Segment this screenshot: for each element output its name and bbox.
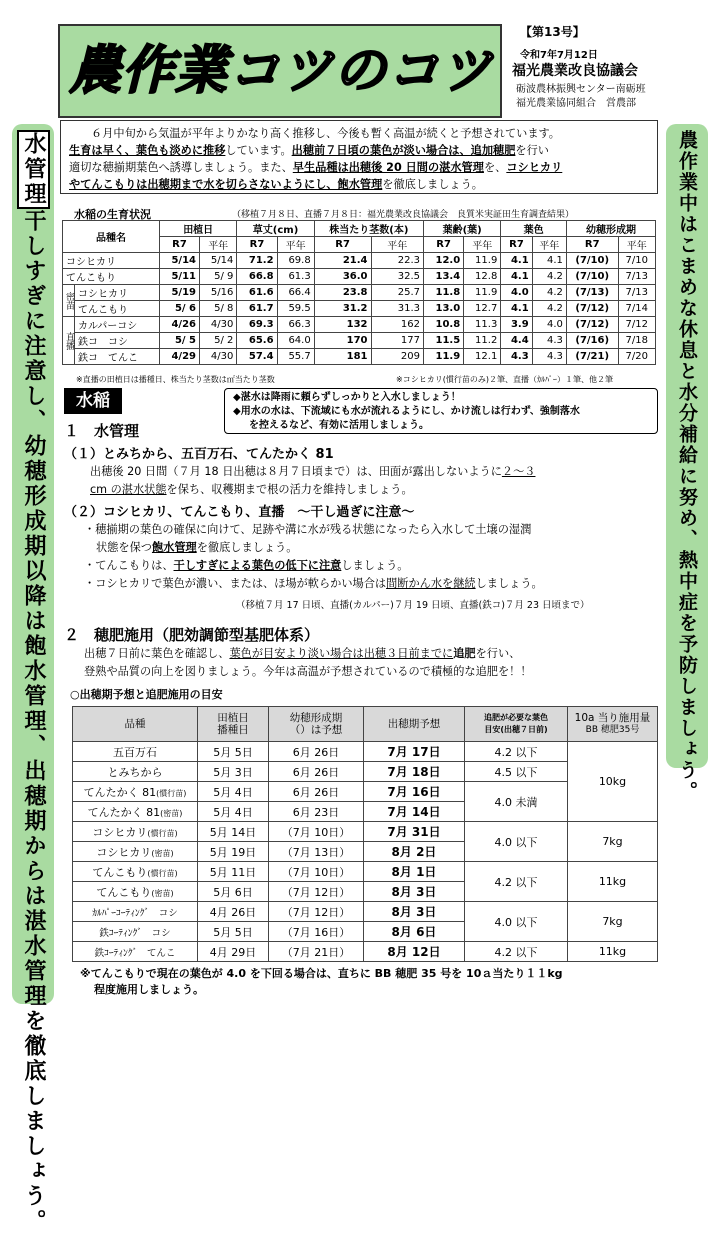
growth-cell-pn: (7/16) [566, 333, 618, 349]
sched-variety: てんこもり(慣行苗) [73, 862, 198, 882]
col-planting: 田植日 [160, 221, 237, 237]
growth-cell-c: 4.3 [501, 349, 532, 365]
growth-cell-pna: 7/12 [618, 317, 655, 333]
col-variety: 品種名 [63, 221, 160, 253]
intro-line-4: やてんこもりは出穂期まで水を切らさないようにし、飽水管理を徹底しましょう。 [69, 178, 483, 191]
growth-cell-pn: (7/12) [566, 317, 618, 333]
growth-cell-h: 71.2 [237, 253, 277, 269]
growth-subhead-avg: 平年 [277, 237, 314, 253]
sched-panicle: （7月 10日） [269, 862, 364, 882]
growth-cell-c: 4.1 [501, 269, 532, 285]
sched-heading: 8月 2日 [364, 842, 465, 862]
growth-cell-pn: (7/10) [566, 269, 618, 285]
growth-cell-c: 4.1 [501, 301, 532, 317]
growth-cell-l: 10.8 [423, 317, 463, 333]
growth-cell-pna: 7/18 [618, 333, 655, 349]
sched-panicle: 6月 26日 [269, 742, 364, 762]
growth-subhead-r7: R7 [160, 237, 200, 253]
growth-cell-ta: 177 [371, 333, 423, 349]
growth-cell-ha: 61.3 [277, 269, 314, 285]
sched-heading: 7月 31日 [364, 822, 465, 842]
growth-cell-pna: 7/13 [618, 269, 655, 285]
growth-variety: てんこもり [75, 301, 160, 317]
sched-heading: 7月 14日 [364, 802, 465, 822]
growth-cell-p: 5/ 5 [160, 333, 200, 349]
growth-variety: コシヒカリ [75, 285, 160, 301]
growth-title: 水稲の生育状況 [74, 208, 151, 221]
office-1: 砺波農林振興センター南砺班 [516, 84, 646, 95]
growth-cell-t: 23.8 [314, 285, 371, 301]
tip-line-2: ◆用水の水は、下流域にも水が流れるようにし、かけ流しは行わず、強制落水 [233, 406, 580, 417]
side-left-tag: 水管理 [17, 130, 50, 209]
sched-heading: 8月 3日 [364, 902, 465, 922]
growth-cell-la: 12.8 [464, 269, 501, 285]
org-name: 福光農業改良協議会 [512, 63, 638, 79]
growth-cell-ta: 25.7 [371, 285, 423, 301]
sched-need: 4.0 未満 [465, 782, 568, 822]
sched-plant: 5月 3日 [198, 762, 269, 782]
sched-panicle: （7月 12日） [269, 902, 364, 922]
sched-amount: 7kg [568, 902, 658, 942]
growth-cell-h: 61.6 [237, 285, 277, 301]
heading-fertilizer: ２ 穂肥施用（肥効調節型基肥体系） [64, 626, 320, 644]
growth-cell-pn: (7/10) [566, 253, 618, 269]
intro-box [60, 120, 658, 194]
s2-line-4: ・コシヒカリで葉色が濃い、または、ほ場が軟らかい場合は間断かん水を継続しましょう。 [84, 577, 543, 590]
side-right-text: 農作業中はこまめな休息と水分補給に努め、熱中症を予防しましょう。 [676, 130, 698, 802]
growth-cell-ha: 66.3 [277, 317, 314, 333]
growth-variety: コシヒカリ [63, 253, 160, 269]
sched-heading: 7月 17日 [364, 742, 465, 762]
sched-need: 4.0 以下 [465, 822, 568, 862]
growth-cell-p: 5/11 [160, 269, 200, 285]
office-2: 福光農業協同組合 営農部 [516, 98, 636, 109]
growth-cell-pa: 4/30 [200, 349, 237, 365]
col-height: 草丈(cm) [237, 221, 314, 237]
tip-line-3: を控えるなど、有効に活用しましょう。 [249, 420, 429, 431]
sched-need: 4.2 以下 [465, 862, 568, 902]
group-dense: 密苗 [63, 285, 75, 317]
growth-cell-pna: 7/20 [618, 349, 655, 365]
growth-note-left: ※直播の田植日は播種日、株当たり茎数は㎡当たり茎数 [76, 375, 275, 384]
growth-cell-c: 3.9 [501, 317, 532, 333]
growth-cell-pna: 7/10 [618, 253, 655, 269]
growth-cell-h: 65.6 [237, 333, 277, 349]
growth-cell-c: 4.1 [501, 253, 532, 269]
growth-subhead-avg: 平年 [532, 237, 566, 253]
sched-variety: てんたかく 81(慣行苗) [73, 782, 198, 802]
growth-cell-la: 11.9 [464, 253, 501, 269]
growth-cell-la: 11.3 [464, 317, 501, 333]
growth-cell-l: 11.9 [423, 349, 463, 365]
issue-number: 【第13号】 [520, 25, 585, 39]
s2-line-1: ・穂揃期の葉色の確保に向けて、足跡や溝に水が残る状態になったら入水して土壌の湿潤 [84, 523, 532, 536]
intro-line-1: ６月中旬から気温が平年よりかなり高く推移し、今後も暫く高温が続くと予想されています。 [91, 127, 560, 140]
sched-need: 4.0 以下 [465, 902, 568, 942]
growth-subhead-avg: 平年 [371, 237, 423, 253]
sched-col-amount: 10a 当り施用量 BB 穂肥35号 [568, 707, 658, 742]
growth-cell-pa: 5/ 9 [200, 269, 237, 285]
growth-cell-l: 12.0 [423, 253, 463, 269]
growth-cell-ta: 209 [371, 349, 423, 365]
schedule-row [73, 742, 658, 762]
growth-cell-h: 66.8 [237, 269, 277, 285]
growth-cell-pn: (7/12) [566, 301, 618, 317]
growth-subhead-r7: R7 [237, 237, 277, 253]
growth-variety: 鉄コ コシ [75, 333, 160, 349]
sched-col-heading: 出穂期予想 [364, 707, 465, 742]
growth-note-right: ※コシヒカリ(慣行苗のみ)２筆、直播（ｶﾙﾊﾟｰ）１筆、他２筆 [396, 375, 613, 384]
growth-cell-h: 69.3 [237, 317, 277, 333]
growth-cell-la: 11.2 [464, 333, 501, 349]
growth-cell-t: 31.2 [314, 301, 371, 317]
sched-need: 4.2 以下 [465, 942, 568, 962]
intro-line-2: 生育は早く、葉色も淡めに推移しています。出穂前７日頃の葉色が淡い場合は、追加穂肥を行い [69, 144, 549, 157]
growth-cell-ha: 66.4 [277, 285, 314, 301]
sched-variety: コシヒカリ(密苗) [73, 842, 198, 862]
growth-cell-l: 13.4 [423, 269, 463, 285]
growth-subhead-avg: 平年 [464, 237, 501, 253]
sched-need: 4.2 以下 [465, 742, 568, 762]
growth-note: （移植７月８日、直播７月８日：福光農業改良協議会 良質米実証田生育調査結果） [232, 210, 575, 220]
s2-line-5: （移植７月 17 日頃、直播(カルパー)７月 19 日頃、直播(鉄コ)７月 23 日頃まで） [236, 600, 590, 611]
sched-plant: 5月 19日 [198, 842, 269, 862]
col-leafcolor: 葉色 [501, 221, 567, 237]
growth-variety: てんこもり [63, 269, 160, 285]
sched-heading: 8月 1日 [364, 862, 465, 882]
growth-cell-pa: 4/30 [200, 317, 237, 333]
growth-cell-l: 11.5 [423, 333, 463, 349]
growth-cell-pa: 5/ 2 [200, 333, 237, 349]
title-banner [58, 24, 502, 118]
sched-panicle: （7月 21日） [269, 942, 364, 962]
s1-line-2: cm の湛水状態を保ち、収穫期まで根の活力を維持しましょう。 [90, 483, 413, 496]
schedule-row [73, 942, 658, 962]
growth-cell-p: 5/ 6 [160, 301, 200, 317]
growth-cell-pn: (7/13) [566, 285, 618, 301]
fert-line-1: 出穂７日前に葉色を確認し、葉色が目安より淡い場合は出穂３日前までに追肥を行い、 [84, 647, 521, 660]
col-panicle: 幼穂形成期 [566, 221, 655, 237]
sched-heading: 8月 12日 [364, 942, 465, 962]
subheading-1: （１）とみちから、五百万石、てんたかく 81 [64, 447, 334, 462]
sched-col-planting: 田植日 播種日 [198, 707, 269, 742]
side-banner-left [12, 124, 54, 1234]
growth-variety: 鉄コ てんこ [75, 349, 160, 365]
tip-bubble [224, 388, 658, 434]
sched-col-variety: 品種 [73, 707, 198, 742]
growth-cell-ha: 55.7 [277, 349, 314, 365]
sched-panicle: （7月 13日） [269, 842, 364, 862]
growth-cell-ca: 4.3 [532, 333, 566, 349]
growth-subhead-r7: R7 [314, 237, 371, 253]
growth-row [63, 301, 656, 317]
growth-cell-ta: 32.5 [371, 269, 423, 285]
growth-row [63, 253, 656, 269]
s1-line-1: 出穂後 20 日間（７月 18 日出穂は８月７日頃まで）は、田面が露出しないように２～３ [90, 465, 536, 478]
sched-panicle: （7月 12日） [269, 882, 364, 902]
sched-plant: 5月 14日 [198, 822, 269, 842]
growth-cell-h: 57.4 [237, 349, 277, 365]
s2-line-3: ・てんこもりは、干しすぎによる葉色の低下に注意しましょう。 [84, 559, 409, 572]
sched-panicle: （7月 10日） [269, 822, 364, 842]
sched-heading: 8月 6日 [364, 922, 465, 942]
sched-variety: コシヒカリ(慣行苗) [73, 822, 198, 842]
side-left-text: 水管理干しすぎに注意し、幼穂形成期以降は飽水管理、出穂期からは湛水管理を徹底しましょう。 [12, 130, 54, 1234]
sched-amount: 7kg [568, 822, 658, 862]
growth-cell-p: 4/26 [160, 317, 200, 333]
sched-heading: 7月 18日 [364, 762, 465, 782]
growth-cell-ha: 69.8 [277, 253, 314, 269]
sched-heading: 8月 3日 [364, 882, 465, 902]
sched-panicle: 6月 23日 [269, 802, 364, 822]
rice-badge: 水稲 [64, 388, 122, 414]
tip-line-1: ◆湛水は降雨に頼らずしっかりと入水しましょう！ [233, 392, 461, 403]
growth-subhead-r7: R7 [423, 237, 463, 253]
sched-col-need: 追肥が必要な葉色 目安(出穂７日前) [465, 707, 568, 742]
growth-cell-ha: 64.0 [277, 333, 314, 349]
sched-variety: 鉄ｺｰﾃｨﾝｸﾞ コシ [73, 922, 198, 942]
growth-cell-pna: 7/13 [618, 285, 655, 301]
heading-water: １ 水管理 [64, 422, 140, 440]
growth-variety: カルパーコシ [75, 317, 160, 333]
growth-cell-la: 12.1 [464, 349, 501, 365]
growth-cell-ca: 4.0 [532, 317, 566, 333]
s2-line-2: 状態を保つ飽水管理を徹底しましょう。 [96, 541, 298, 554]
sched-amount: 10kg [568, 742, 658, 822]
schedule-title: ○出穂期予想と追肥施用の目安 [70, 688, 223, 701]
page-title: 農作業コツのコツ [68, 41, 493, 101]
sched-panicle: 6月 26日 [269, 782, 364, 802]
sched-variety: てんこもり(密苗) [73, 882, 198, 902]
growth-subhead-avg: 平年 [200, 237, 237, 253]
sched-plant: 5月 5日 [198, 922, 269, 942]
growth-cell-ca: 4.2 [532, 301, 566, 317]
growth-table [62, 220, 656, 365]
sched-variety: ｶﾙﾊﾟｰｺｰﾃｨﾝｸﾞ コシ [73, 902, 198, 922]
sched-variety: 鉄ｺｰﾃｨﾝｸﾞ てんこ [73, 942, 198, 962]
growth-cell-ca: 4.2 [532, 269, 566, 285]
sched-plant: 5月 5日 [198, 742, 269, 762]
sched-amount: 11kg [568, 942, 658, 962]
growth-cell-pa: 5/16 [200, 285, 237, 301]
footer-line-2: 程度施用しましょう。 [94, 983, 204, 996]
sched-plant: 4月 26日 [198, 902, 269, 922]
sched-plant: 5月 11日 [198, 862, 269, 882]
issue-date: 令和7年7月12日 [520, 50, 598, 61]
schedule-row [73, 822, 658, 842]
growth-cell-ta: 31.3 [371, 301, 423, 317]
sched-variety: とみちから [73, 762, 198, 782]
growth-cell-ca: 4.3 [532, 349, 566, 365]
growth-cell-c: 4.0 [501, 285, 532, 301]
col-leafage: 葉齢(葉) [423, 221, 500, 237]
growth-subhead-avg: 平年 [618, 237, 655, 253]
growth-cell-ta: 22.3 [371, 253, 423, 269]
growth-cell-ca: 4.1 [532, 253, 566, 269]
group-direct: 直播 [63, 317, 75, 365]
sched-heading: 7月 16日 [364, 782, 465, 802]
sched-plant: 5月 4日 [198, 782, 269, 802]
growth-row [63, 269, 656, 285]
col-tillers: 株当たり茎数(本) [314, 221, 423, 237]
sched-need: 4.5 以下 [465, 762, 568, 782]
sched-variety: 五百万石 [73, 742, 198, 762]
subheading-2: （２）コシヒカリ、てんこもり、直播 ～干し過ぎに注意～ [64, 505, 415, 520]
growth-cell-ha: 59.5 [277, 301, 314, 317]
growth-cell-p: 5/14 [160, 253, 200, 269]
growth-cell-t: 36.0 [314, 269, 371, 285]
growth-cell-p: 5/19 [160, 285, 200, 301]
growth-subhead-r7: R7 [566, 237, 618, 253]
sched-col-panicle: 幼穂形成期 （）は予想 [269, 707, 364, 742]
sched-plant: 4月 29日 [198, 942, 269, 962]
growth-row [63, 333, 656, 349]
footer-line-1: ※てんこもりで現在の葉色が 4.0 を下回る場合は、直ちに BB 穂肥 35 号を 10ａ当たり１１kg [80, 967, 563, 980]
growth-cell-pa: 5/14 [200, 253, 237, 269]
growth-cell-la: 11.9 [464, 285, 501, 301]
sched-panicle: （7月 16日） [269, 922, 364, 942]
sched-amount: 11kg [568, 862, 658, 902]
schedule-row [73, 862, 658, 882]
growth-cell-pn: (7/21) [566, 349, 618, 365]
growth-cell-ta: 162 [371, 317, 423, 333]
growth-row [63, 349, 656, 365]
sched-variety: てんたかく 81(密苗) [73, 802, 198, 822]
fert-line-2: 登熟や品質の向上を図りましょう。今年は高温が予想されているので積極的な追肥を！！ [84, 665, 532, 678]
footer-note [80, 966, 563, 998]
growth-cell-pna: 7/14 [618, 301, 655, 317]
growth-cell-l: 11.8 [423, 285, 463, 301]
schedule-row [73, 902, 658, 922]
growth-cell-h: 61.7 [237, 301, 277, 317]
growth-cell-l: 13.0 [423, 301, 463, 317]
sched-plant: 5月 4日 [198, 802, 269, 822]
growth-cell-p: 4/29 [160, 349, 200, 365]
growth-row [63, 317, 656, 333]
side-banner-right [666, 124, 708, 802]
growth-cell-t: 21.4 [314, 253, 371, 269]
schedule-table [72, 706, 658, 962]
sched-plant: 5月 6日 [198, 882, 269, 902]
growth-cell-t: 132 [314, 317, 371, 333]
growth-row [63, 285, 656, 301]
growth-cell-t: 170 [314, 333, 371, 349]
sched-panicle: 6月 26日 [269, 762, 364, 782]
growth-cell-pa: 5/ 8 [200, 301, 237, 317]
intro-line-3: 適切な穂揃期葉色へ誘導しましょう。また、早生品種は出穂後 20 日間の湛水管理を、コシヒカリ [69, 161, 563, 174]
growth-cell-ca: 4.2 [532, 285, 566, 301]
growth-cell-la: 12.7 [464, 301, 501, 317]
growth-cell-t: 181 [314, 349, 371, 365]
growth-subhead-r7: R7 [501, 237, 532, 253]
growth-cell-c: 4.4 [501, 333, 532, 349]
